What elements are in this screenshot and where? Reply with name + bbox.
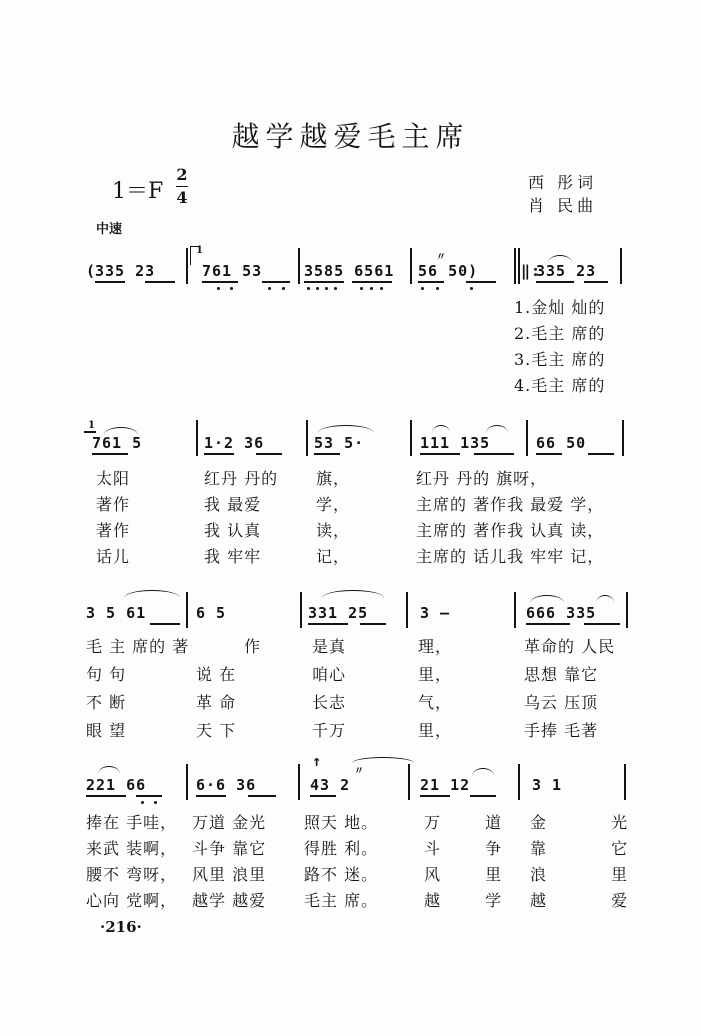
staff4-measure-3: 43 2 <box>310 776 351 794</box>
s4-v3-a: 腰不 弯呀， <box>86 865 178 884</box>
staff2-measure-1: 761 5 <box>92 434 143 452</box>
staff1-measure-2: 761 53 <box>202 262 263 280</box>
s4-v4-d: 越 学 <box>424 891 522 910</box>
s2-v2-a: 著作 <box>96 495 131 514</box>
lyricist-credit: 西 彤词 <box>528 173 598 192</box>
s4-v4-b: 越学 越爱 <box>192 891 267 910</box>
staff1-measure-5: 335 23 <box>536 262 597 280</box>
staff2-measure-2: 1·2 36 <box>204 434 265 452</box>
s3-v3-c: 长志 <box>312 693 347 712</box>
s3-v2-c: 咱心 <box>312 665 347 684</box>
s4-v4-e: 越 爱 <box>530 891 658 910</box>
s3-v2-a: 句 句 <box>86 665 127 684</box>
s4-v2-a: 来武 装啊， <box>86 839 178 858</box>
staff4-measure-4: 21 12 <box>420 776 471 794</box>
time-sig-top: 2 <box>176 165 188 184</box>
s4-v1-e: 金 光 <box>530 813 658 832</box>
s2-v4-b: 我 牢牢 <box>204 547 262 566</box>
staff2-measure-4: 111 135 <box>420 434 491 452</box>
s3-v4-d: 里， <box>418 721 453 740</box>
s2-v2-c: 学， <box>316 495 351 514</box>
s2-v1-a: 太阳 <box>96 469 131 488</box>
key-signature: 1＝F <box>112 179 164 204</box>
s3-v4-c: 千万 <box>312 721 347 740</box>
s3-v4-b: 天 下 <box>196 721 237 740</box>
s3-v2-b: 说 在 <box>196 665 237 684</box>
s3-v3-d: 气， <box>418 693 453 712</box>
s4-v4-c: 毛主 席。 <box>304 891 379 910</box>
s3-v4-e: 手捧 毛著 <box>524 721 599 740</box>
s2-v3-d: 主席的 著作我 认真 读， <box>416 521 605 540</box>
s4-v2-e: 靠 它 <box>530 839 658 858</box>
s3-v1-d: 理， <box>418 637 453 656</box>
s4-v2-b: 斗争 靠它 <box>192 839 267 858</box>
tempo-marking: 中速 <box>96 222 123 237</box>
staff3-measure-2: 6 5 <box>196 604 227 622</box>
s2-v4-a: 话儿 <box>96 547 131 566</box>
composer-credit: 肖 民曲 <box>528 196 598 215</box>
s3-v2-e: 思想 靠它 <box>524 665 599 684</box>
verse-4-intro: 4.毛主 席的 <box>514 376 606 395</box>
verse-1-intro: 1.金灿 灿的 <box>514 298 606 317</box>
s2-v3-a: 著作 <box>96 521 131 540</box>
s2-v1-c: 旗， <box>316 469 351 488</box>
staff1-volta: 1 <box>196 245 203 256</box>
staff3-measure-5: 666 335 <box>526 604 597 622</box>
s4-v3-c: 路不 迷。 <box>304 865 379 884</box>
verse-2-intro: 2.毛主 席的 <box>514 324 606 343</box>
s2-v3-b: 我 认真 <box>204 521 262 540</box>
s2-v3-c: 读， <box>316 521 351 540</box>
s4-v3-e: 浪 里 <box>530 865 658 884</box>
s3-v3-a: 不 断 <box>86 693 127 712</box>
page-number: ·216· <box>100 918 142 936</box>
staff4-measure-2: 6·6 36 <box>196 776 257 794</box>
s4-v3-d: 风 里 <box>424 865 522 884</box>
page-title: 越学越爱毛主席 <box>231 120 470 153</box>
s4-v1-a: 捧在 手哇， <box>86 813 178 832</box>
s4-v2-d: 斗 争 <box>424 839 522 858</box>
s2-v4-d: 主席的 话儿我 牢牢 记， <box>416 547 605 566</box>
staff3-measure-1: 3 5 61 <box>86 604 147 622</box>
staff1-mordent: 〃 <box>436 252 446 263</box>
s4-v2-c: 得胜 利。 <box>304 839 379 858</box>
staff1-paren: ( <box>86 262 97 280</box>
staff1-measure-1: 335 23 <box>95 262 156 280</box>
s3-v1-a: 毛 主 席的 著 <box>86 637 190 656</box>
s3-v1-b: 作 <box>244 637 262 656</box>
s3-v1-c: 是真 <box>312 637 347 656</box>
s4-v3-b: 风里 浪里 <box>192 865 267 884</box>
s4-v1-c: 照天 地。 <box>304 813 379 832</box>
staff2-volta: 1 <box>88 420 95 431</box>
staff4-arrow: ↑ <box>312 752 323 770</box>
staff2-measure-3: 53 5· <box>314 434 365 452</box>
staff2-measure-5: 66 50 <box>536 434 587 452</box>
staff4-mordent: 〃 <box>354 766 364 777</box>
s3-v3-e: 乌云 压顶 <box>524 693 599 712</box>
time-signature <box>176 166 188 207</box>
s3-v1-e: 革命的 人民 <box>524 637 616 656</box>
staff1-measure-3: 3585 6561 <box>304 262 395 280</box>
s4-v1-d: 万 道 <box>424 813 522 832</box>
s2-v1-d: 红丹 丹的 旗呀， <box>416 469 548 488</box>
time-sig-bottom: 4 <box>176 188 188 207</box>
staff1-repeat-sign: ‖: <box>521 262 542 280</box>
verse-3-intro: 3.毛主 席的 <box>514 350 606 369</box>
s3-v4-a: 眼 望 <box>86 721 127 740</box>
s2-v4-c: 记， <box>316 547 351 566</box>
s3-v2-d: 里， <box>418 665 453 684</box>
s4-v1-b: 万道 金光 <box>192 813 267 832</box>
s2-v1-b: 红丹 丹的 <box>204 469 279 488</box>
staff1-measure-4: 56 50) <box>418 262 479 280</box>
s4-v4-a: 心向 党啊， <box>86 891 178 910</box>
staff4-measure-1: 221 66 <box>86 776 147 794</box>
staff3-measure-3: 331 25 <box>308 604 369 622</box>
staff3-measure-4: 3 — <box>420 604 451 622</box>
s2-v2-d: 主席的 著作我 最爱 学， <box>416 495 605 514</box>
s3-v3-b: 革 命 <box>196 693 237 712</box>
staff4-measure-5: 3 1 <box>532 776 563 794</box>
s2-v2-b: 我 最爱 <box>204 495 262 514</box>
